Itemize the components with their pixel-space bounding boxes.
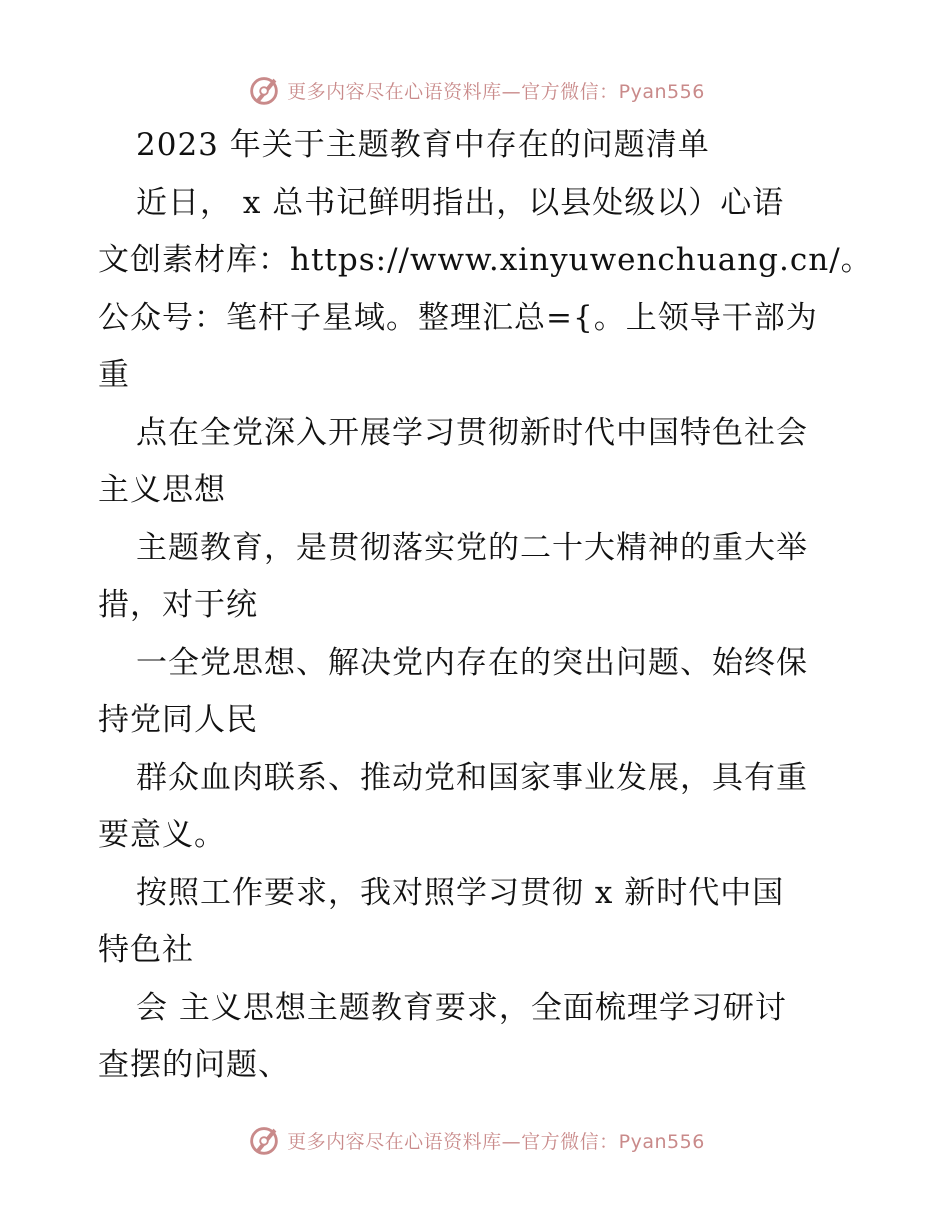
text-line: 文创素材库：https://www.xinyuwenchuang.cn/。 bbox=[98, 242, 873, 278]
text-line: 重 bbox=[98, 357, 130, 393]
text-line: 一全党思想、解决党内存在的突出问题、始终保 bbox=[136, 644, 808, 681]
header-watermark bbox=[0, 70, 950, 110]
text-line: 主义思想 bbox=[98, 472, 226, 508]
text-line: 近日， x 总书记鲜明指出，以县处级以）心语 bbox=[136, 184, 785, 221]
text-line: 措，对于统 bbox=[98, 587, 258, 623]
text-line: 公众号：笔杆子星域。整理汇总={。上领导干部为 bbox=[98, 299, 818, 336]
watermark-text: 更多内容尽在心语资料库—官方微信：Pyan556 bbox=[287, 1130, 705, 1153]
document-title: 2023 年关于主题教育中存在的问题清单 bbox=[136, 127, 710, 163]
text-line: 主题教育，是贯彻落实党的二十大精神的重大举 bbox=[136, 529, 808, 566]
text-line: 点在全党深入开展学习贯彻新时代中国特色社会 bbox=[136, 414, 808, 451]
brush-logo-icon bbox=[245, 71, 283, 109]
text-line: 持党同人民 bbox=[98, 702, 258, 738]
watermark-text: 更多内容尽在心语资料库—官方微信：Pyan556 bbox=[287, 80, 705, 103]
footer-watermark bbox=[0, 1120, 950, 1160]
text-line: 会 主义思想主题教育要求，全面梳理学习研讨 bbox=[136, 989, 787, 1026]
document-body bbox=[98, 117, 873, 1095]
text-line: 查摆的问题、 bbox=[98, 1047, 290, 1083]
text-line: 要意义。 bbox=[98, 817, 226, 853]
text-line: 按照工作要求，我对照学习贯彻 x 新时代中国 bbox=[136, 874, 785, 911]
text-line: 群众血肉联系、推动党和国家事业发展，具有重 bbox=[136, 759, 808, 796]
text-line: 特色社 bbox=[98, 932, 194, 968]
brush-logo-icon bbox=[245, 1121, 283, 1159]
